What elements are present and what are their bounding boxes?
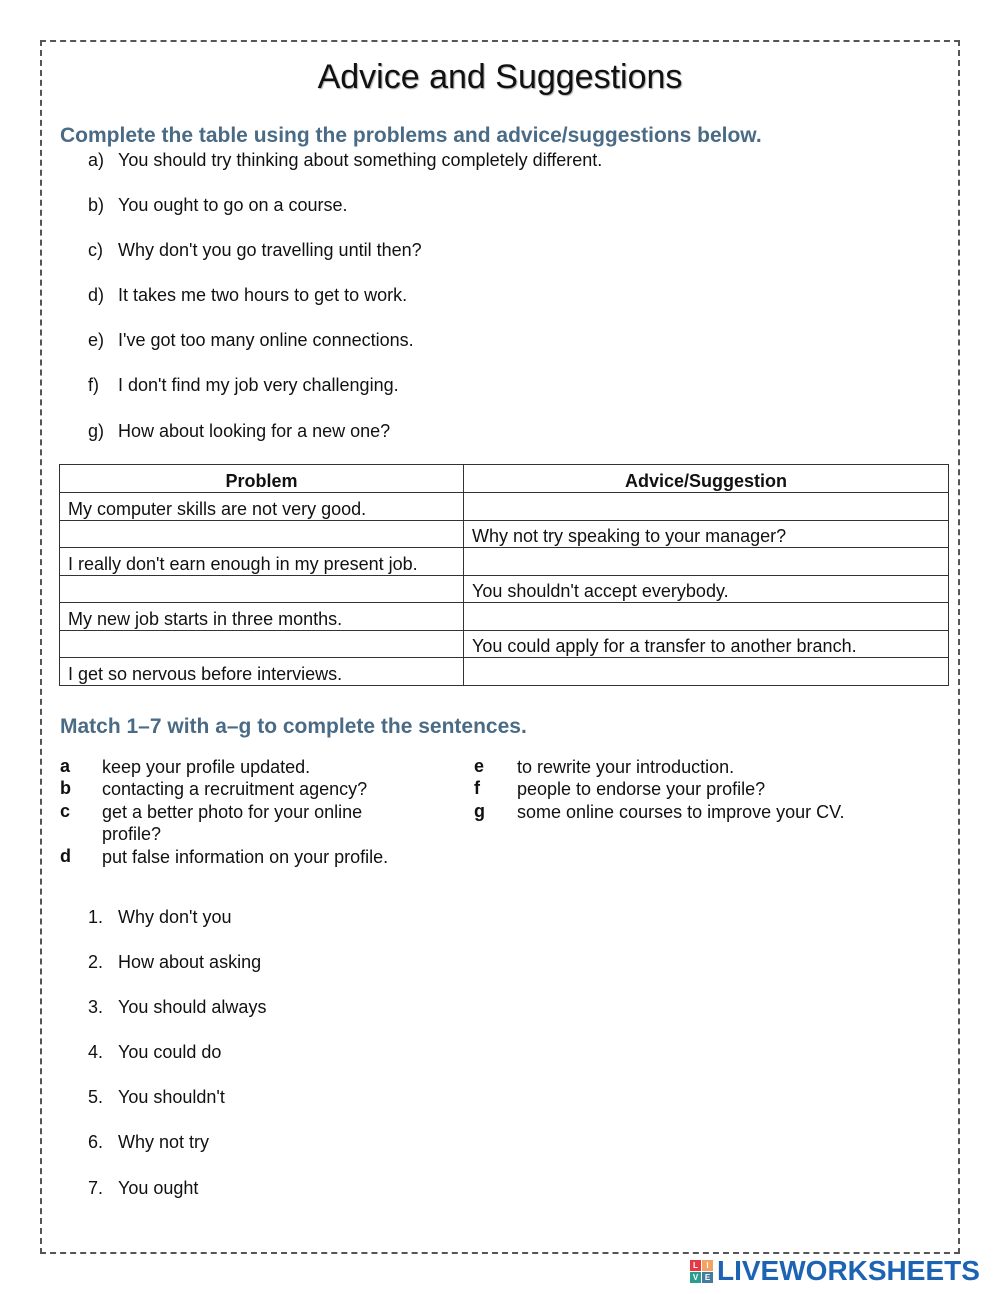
problem-cell: My new job starts in three months. bbox=[60, 603, 464, 631]
logo-grid-icon: L I V E bbox=[690, 1260, 713, 1283]
table-header-row bbox=[60, 465, 949, 493]
sentence-item: 7. You ought bbox=[88, 1178, 199, 1198]
advice-cell: You shouldn't accept everybody. bbox=[464, 575, 949, 603]
page-title: Advice and Suggestions bbox=[317, 58, 683, 96]
section2-heading: Match 1–7 with a–g to complete the sentences. bbox=[60, 715, 527, 738]
sentence-item: 1. Why don't you bbox=[88, 907, 232, 927]
table-row bbox=[60, 630, 949, 658]
list-item: a) You should try thinking about something completely different. bbox=[88, 150, 603, 170]
table-row bbox=[60, 603, 949, 631]
sentence-item: 6. Why not try bbox=[88, 1132, 210, 1152]
advice-cell: You could apply for a transfer to another branch. bbox=[464, 630, 949, 658]
list-item: g) How about looking for a new one? bbox=[88, 421, 391, 441]
table-row bbox=[60, 658, 949, 686]
list-item: c) Why don't you go travelling until then? bbox=[88, 240, 422, 260]
advice-cell[interactable] bbox=[464, 658, 949, 686]
table-row bbox=[60, 520, 949, 548]
table-row bbox=[60, 493, 949, 521]
liveworksheets-logo bbox=[690, 1254, 980, 1288]
advice-cell[interactable] bbox=[464, 493, 949, 521]
advice-cell: Why not try speaking to your manager? bbox=[464, 520, 949, 548]
problem-cell[interactable] bbox=[60, 575, 464, 603]
header-problem: Problem bbox=[60, 465, 464, 493]
advice-table bbox=[59, 464, 949, 686]
section1-heading: Complete the table using the problems and advice/suggestions below. bbox=[60, 124, 762, 147]
table-row bbox=[60, 548, 949, 576]
logo-text: LIVEWORKSHEETS bbox=[717, 1255, 980, 1286]
table-row bbox=[60, 575, 949, 603]
list-item: f) I don't find my job very challenging. bbox=[88, 375, 399, 395]
list-item: e) I've got too many online connections. bbox=[88, 330, 414, 350]
sentence-item: 2. How about asking bbox=[88, 952, 262, 972]
header-advice: Advice/Suggestion bbox=[464, 465, 949, 493]
advice-cell[interactable] bbox=[464, 603, 949, 631]
problem-cell: I get so nervous before interviews. bbox=[60, 658, 464, 686]
sentence-item: 4. You could do bbox=[88, 1042, 222, 1062]
problem-cell: I really don't earn enough in my present job. bbox=[60, 548, 464, 576]
problem-cell[interactable] bbox=[60, 630, 464, 658]
list-item: d) It takes me two hours to get to work. bbox=[88, 285, 408, 305]
problem-cell[interactable] bbox=[60, 520, 464, 548]
advice-cell[interactable] bbox=[464, 548, 949, 576]
problem-cell: My computer skills are not very good. bbox=[60, 493, 464, 521]
sentence-item: 5. You shouldn't bbox=[88, 1087, 225, 1107]
sentence-item: 3. You should always bbox=[88, 997, 267, 1017]
list-item: b) You ought to go on a course. bbox=[88, 195, 348, 215]
